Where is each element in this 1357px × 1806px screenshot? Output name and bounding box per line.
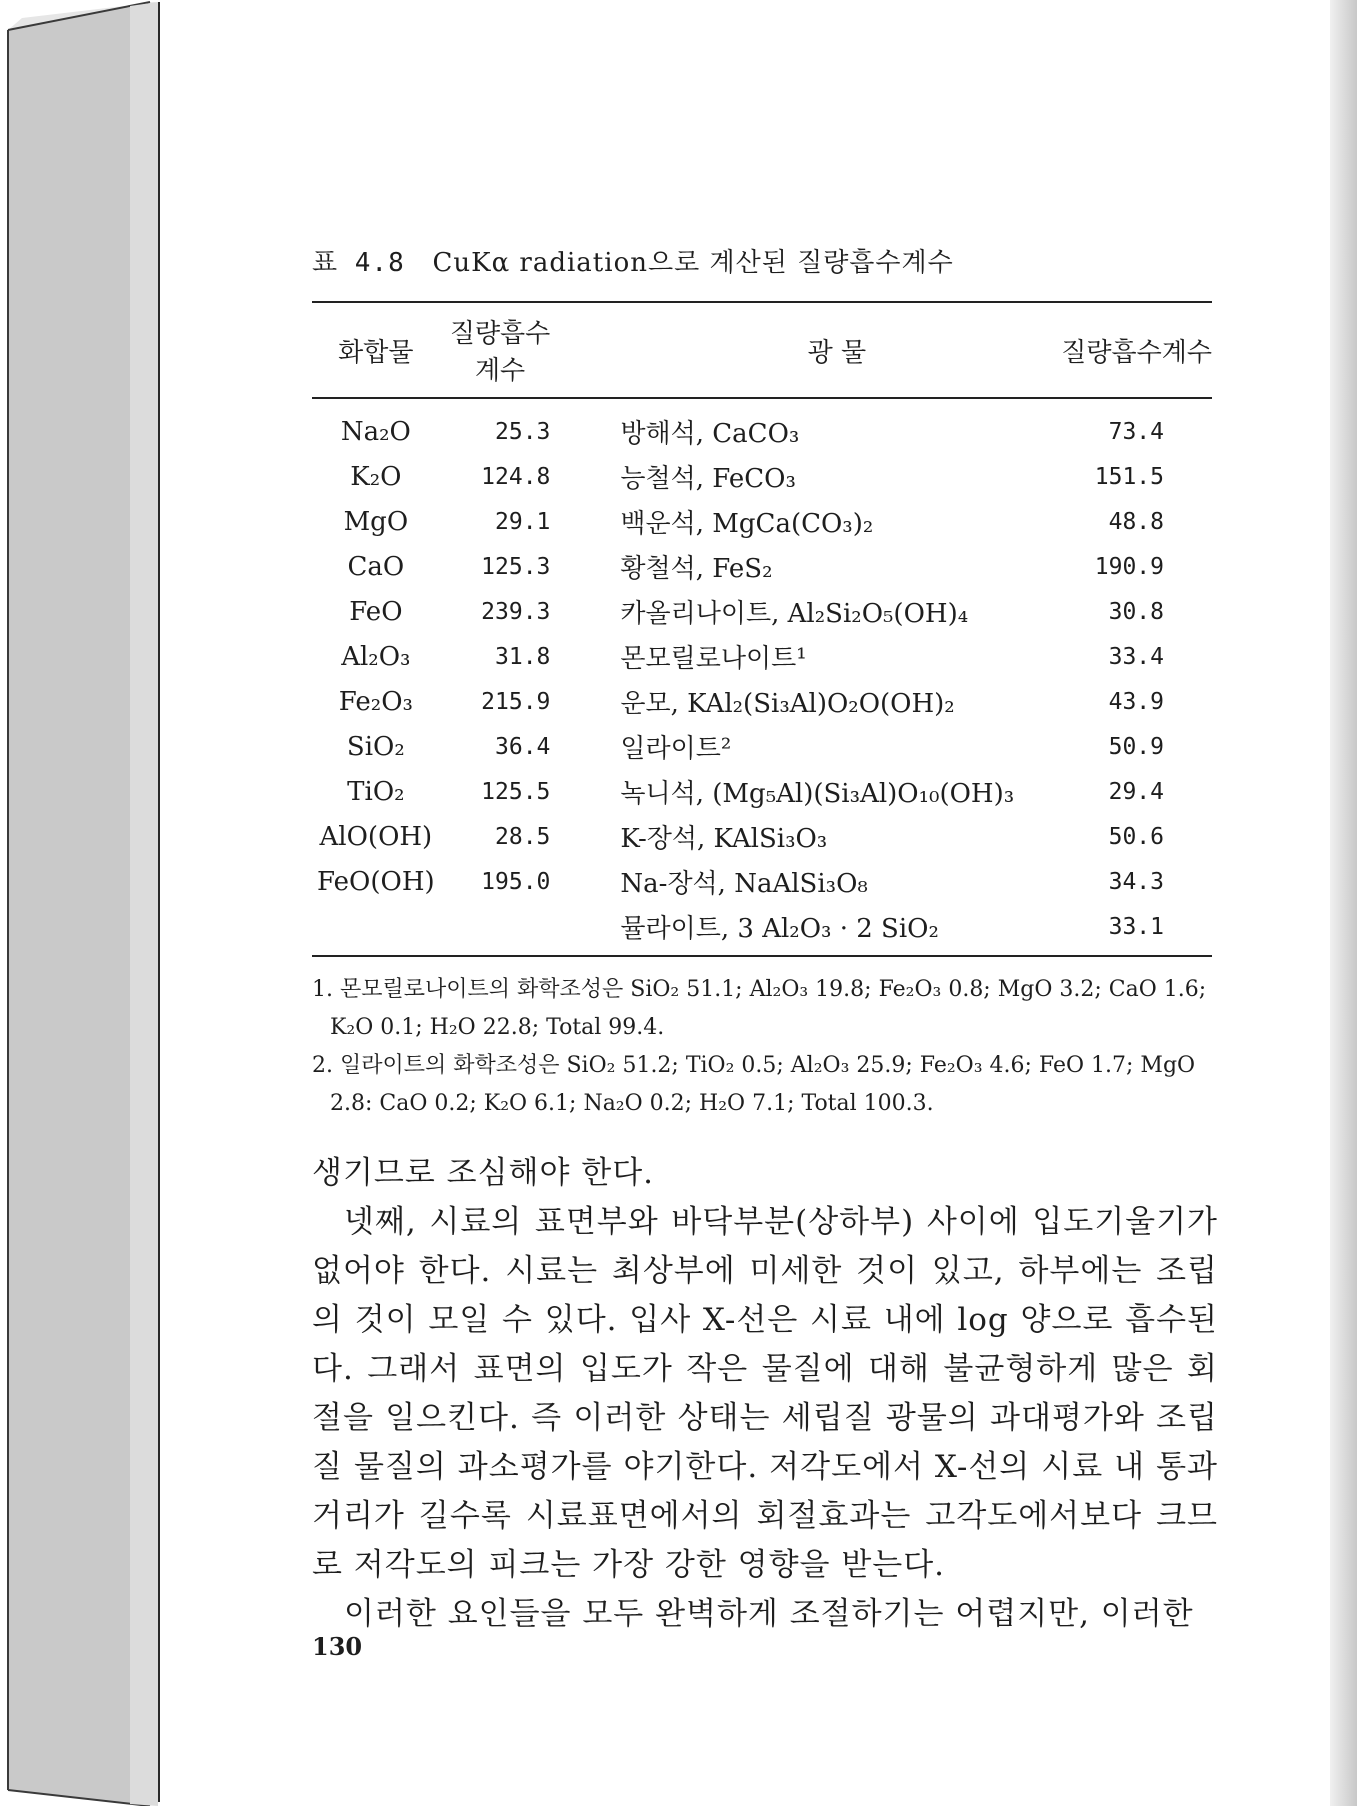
mineral-name: 백운석, MgCa(CO₃)₂ <box>620 509 874 539</box>
body-text <box>312 1149 1218 1639</box>
compound-value: 29.1 <box>495 508 551 535</box>
table-row <box>312 904 1212 956</box>
paragraph-1: 생기므로 조심해야 한다. <box>312 1155 655 1191</box>
compound-name: AlO(OH) <box>319 821 433 852</box>
paragraph-3: 이러한 요인들을 모두 완벽하게 조절하기는 어렵지만, 이러한 <box>344 1596 1194 1632</box>
compound-name: Fe₂O₃ <box>338 686 413 717</box>
header-compound-coefficient: 질량흡수계수 <box>440 302 561 398</box>
mineral-name: 황철석, FeS₂ <box>620 554 773 584</box>
mineral-name: 능철석, FeCO₃ <box>620 464 796 494</box>
compound-value: 124.8 <box>481 463 551 490</box>
mineral-value: 29.4 <box>1108 778 1164 805</box>
compound-value <box>440 904 561 956</box>
compound-value: 28.5 <box>495 823 551 850</box>
table-row <box>312 398 1212 454</box>
mineral-value: 33.1 <box>1053 904 1212 956</box>
book-spine <box>0 0 160 1806</box>
table-row <box>312 859 1212 904</box>
mineral-value: 50.6 <box>1108 823 1164 850</box>
compound-name <box>312 904 440 956</box>
mineral-name: Na-장석, NaAlSi₃O₈ <box>620 869 868 899</box>
table-row <box>312 724 1212 769</box>
compound-name: FeO <box>349 596 403 627</box>
mineral-value: 151.5 <box>1094 463 1164 490</box>
mineral-value: 48.8 <box>1108 508 1164 535</box>
table-row <box>312 634 1212 679</box>
header-compound: 화합물 <box>312 302 440 398</box>
table-row <box>312 814 1212 859</box>
compound-value: 25.3 <box>495 418 551 445</box>
compound-name: Na₂O <box>340 416 411 447</box>
table-row <box>312 454 1212 499</box>
compound-value: 36.4 <box>495 733 551 760</box>
compound-value: 239.3 <box>481 598 551 625</box>
page-content <box>312 220 1218 1639</box>
table-header-row <box>312 302 1212 398</box>
compound-name: FeO(OH) <box>317 866 435 897</box>
mineral-value: 30.8 <box>1108 598 1164 625</box>
compound-value: 31.8 <box>495 643 551 670</box>
compound-name: K₂O <box>350 461 402 492</box>
mineral-name: 방해석, CaCO₃ <box>620 419 800 449</box>
page-edge-shadow <box>1330 0 1357 1806</box>
footnote-1: 1. 몬모릴로나이트의 화학조성은 SiO₂ 51.1; Al₂O₃ 19.8; Fe₂O₃ 0.8; MgO 3.2; CaO 1.6; K₂O 0.1; H₂O 22.8; Total 99.4. <box>312 977 1207 1040</box>
compound-value: 215.9 <box>481 688 551 715</box>
table-row <box>312 589 1212 634</box>
mineral-value: 34.3 <box>1108 868 1164 895</box>
mineral-name: K-장석, KAlSi₃O₃ <box>620 824 828 854</box>
table-row <box>312 769 1212 814</box>
table-row <box>312 499 1212 544</box>
table-row <box>312 679 1212 724</box>
compound-name: CaO <box>347 551 405 582</box>
footnote-2: 2. 일라이트의 화학조성은 SiO₂ 51.2; TiO₂ 0.5; Al₂O₃ 25.9; Fe₂O₃ 4.6; FeO 1.7; MgO 2.8: CaO 0.2; K₂O 6.1; Na₂O 0.2; H₂O 7.1; Total 100.3. <box>312 1053 1196 1116</box>
table-caption-label: 표 4.8 <box>312 248 405 278</box>
mineral-name: 뮬라이트, 3 Al₂O₃ · 2 SiO₂ <box>560 904 1053 956</box>
table-footnotes <box>312 971 1218 1123</box>
mineral-name: 운모, KAl₂(Si₃Al)O₂O(OH)₂ <box>620 689 955 719</box>
header-mineral-coefficient: 질량흡수계수 <box>1053 302 1212 398</box>
mineral-value: 33.4 <box>1108 643 1164 670</box>
compound-name: TiO₂ <box>347 776 405 807</box>
mineral-name: 녹니석, (Mg₅Al)(Si₃Al)O₁₀(OH)₃ <box>620 779 1015 809</box>
mineral-name: 일라이트² <box>620 734 732 764</box>
book-edge-graphic <box>0 0 160 1806</box>
header-mineral: 광 물 <box>560 302 1053 398</box>
compound-name: SiO₂ <box>346 731 405 762</box>
compound-value: 195.0 <box>481 868 551 895</box>
mineral-value: 73.4 <box>1108 418 1164 445</box>
mineral-name: 몬모릴로나이트¹ <box>620 644 807 674</box>
paragraph-2: 넷째, 시료의 표면부와 바닥부분(상하부) 사이에 입도기울기가 없어야 한다. 시료는 최상부에 미세한 것이 있고, 하부에는 조립의 것이 모일 수 있다. 입사 X-선은 시료 내에 log 양으로 흡수된다. 그래서 표면의 입도가 작은 물질에 대해 불균형하게 많은 회절을 일으킨다. 즉 이러한 상태는 세립질 광물의 과대평가와 조립질 물질의 과소평가를 야기한다. 저각도에서 X-선의 시료 내 통과거리가 길수록 시료표면에서의 회절효과는 고각도에서보다 크므로 저각도의 피크는 가장 강한 영향을 받는다. <box>312 1204 1218 1583</box>
compound-name: Al₂O₃ <box>341 641 411 672</box>
table-row <box>312 544 1212 589</box>
mineral-name: 카올리나이트, Al₂Si₂O₅(OH)₄ <box>620 599 969 629</box>
mineral-value: 50.9 <box>1108 733 1164 760</box>
page-number: 130 <box>312 1632 363 1661</box>
compound-value: 125.3 <box>481 553 551 580</box>
table-caption-title: CuKα radiation으로 계산된 질량흡수계수 <box>432 248 954 278</box>
mass-absorption-table <box>312 301 1212 957</box>
compound-name: MgO <box>343 506 409 537</box>
table-caption <box>312 242 1218 279</box>
mineral-value: 190.9 <box>1094 553 1164 580</box>
mineral-value: 43.9 <box>1108 688 1164 715</box>
compound-value: 125.5 <box>481 778 551 805</box>
